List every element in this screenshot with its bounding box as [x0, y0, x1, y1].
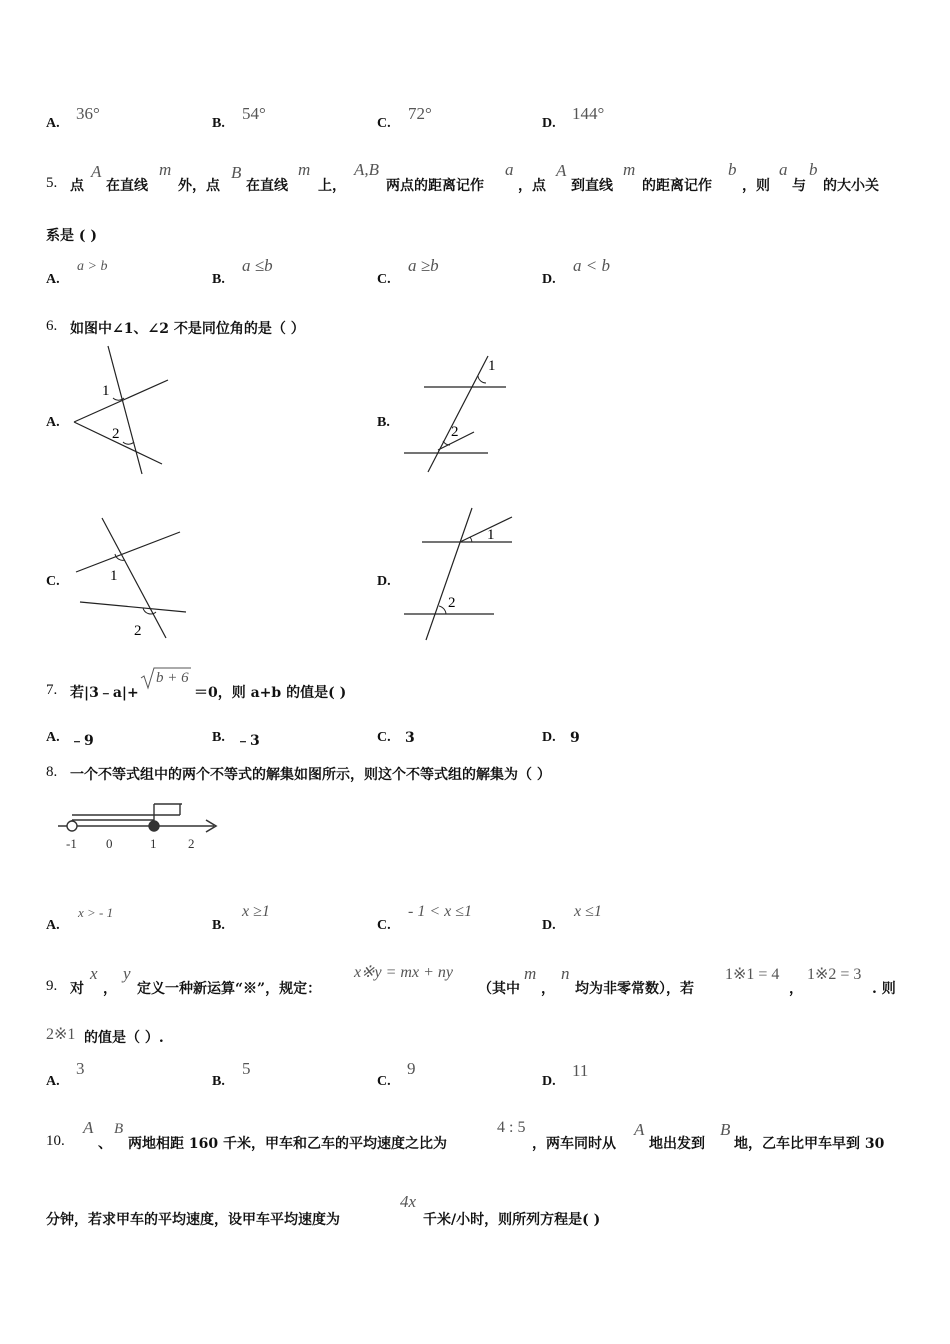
- tick-label: 0: [106, 836, 113, 851]
- q5-text: 外，点: [178, 178, 220, 194]
- q10-var: B: [720, 1120, 731, 1139]
- q10-text: 分钟，若求甲车的平均速度，设甲车平均速度为: [46, 1212, 340, 1228]
- q5-text: 上，: [318, 178, 346, 194]
- q9-option-b-value: 5: [242, 1059, 251, 1078]
- q6-option-c-label: C.: [46, 574, 60, 589]
- q7-option-c-value: 3: [405, 730, 415, 746]
- q5-text: 点: [70, 178, 84, 194]
- q6-a-angle2: 2: [112, 426, 120, 442]
- q9-text: 均为非零常数），若: [575, 981, 694, 997]
- q5-var: b: [809, 160, 818, 179]
- q5-line2: 系是 ( ): [46, 228, 97, 244]
- q5-option-b-value: a ≤b: [242, 256, 273, 275]
- q5-var: a: [779, 160, 788, 179]
- q5-option-d-label: D.: [542, 272, 556, 287]
- q10-text: 地，乙车比甲车早到 30: [734, 1136, 885, 1152]
- q9-text: ，: [103, 981, 117, 997]
- q9-var: m: [524, 964, 537, 983]
- q7-option-a-label: A.: [46, 730, 60, 745]
- q6-b-angle1: 1: [488, 358, 496, 374]
- q7-option-a-value: ﹣9: [70, 733, 94, 749]
- q6-a-angle1: 1: [102, 383, 110, 399]
- q8-option-b-value: x ≥1: [242, 903, 270, 920]
- q5-var: a: [505, 160, 514, 179]
- q7-option-b-value: ﹣3: [236, 733, 260, 749]
- tick-label: 2: [188, 836, 195, 851]
- q6-c-angle1: 1: [110, 568, 118, 584]
- q9-text: ，: [541, 981, 555, 997]
- q10-ratio: 4 : 5: [497, 1119, 526, 1136]
- q5-var: B: [231, 163, 242, 182]
- q9-formula: x※y = mx + ny: [354, 964, 453, 981]
- q5-option-b-label: B.: [212, 272, 225, 287]
- q9-option-d-label: D.: [542, 1074, 556, 1089]
- q9-var: x: [90, 964, 98, 983]
- q6-option-d-label: D.: [377, 574, 391, 589]
- q6-option-a-label: A.: [46, 415, 60, 430]
- q7-option-d-value: 9: [570, 730, 580, 746]
- q8-option-b-label: B.: [212, 918, 225, 933]
- q4-option-d-label: D.: [542, 116, 556, 131]
- q4-option-a-label: A.: [46, 116, 60, 131]
- q6-text: 如图中∠1、∠2 不是同位角的是（ ）: [70, 321, 305, 337]
- q9-option-c-value: 9: [407, 1059, 416, 1078]
- q5-text: 的距离记作: [642, 178, 712, 194]
- q5-text: 两点的距离记作: [386, 178, 484, 194]
- q5-option-c-value: a ≥b: [408, 256, 439, 275]
- q7-sqrt-content: b + 6: [156, 670, 189, 686]
- q8-option-a-value: x > - 1: [78, 905, 114, 920]
- q6-number: 6.: [46, 318, 58, 334]
- q9-text: ，: [789, 981, 803, 997]
- q7-text-1: 若|3﹣a|+: [70, 685, 139, 701]
- q9-var: n: [561, 964, 570, 983]
- q9-text: 对: [70, 981, 84, 997]
- q10-text: 两地相距 160 千米，甲车和乙车的平均速度之比为: [128, 1136, 447, 1152]
- q9-var: y: [123, 964, 131, 983]
- q6-d-angle2: 2: [448, 595, 456, 611]
- q6-figure-b: [400, 350, 512, 476]
- q5-text: 与: [792, 178, 806, 194]
- tick-label: 1: [150, 836, 157, 851]
- closed-point: [149, 821, 159, 831]
- q9-option-b-label: B.: [212, 1074, 225, 1089]
- q7-option-d-label: D.: [542, 730, 556, 745]
- q5-text: 在直线: [106, 178, 148, 194]
- open-point: [67, 821, 77, 831]
- q7-number: 7.: [46, 682, 58, 698]
- q9-formula: 1※1 = 4: [725, 966, 780, 983]
- q9-option-c-label: C.: [377, 1074, 391, 1089]
- q6-figure-d: [400, 504, 516, 644]
- q10-text: 千米/小时，则所列方程是( ): [423, 1212, 601, 1228]
- q5-var: A: [556, 161, 567, 180]
- q5-var: m: [623, 160, 636, 179]
- q9-option-d-value: 11: [572, 1061, 589, 1080]
- q8-option-c-value: - 1 < x ≤1: [408, 903, 473, 920]
- q10-var: B: [114, 1121, 124, 1137]
- q8-number: 8.: [46, 764, 58, 780]
- q5-text: ，则: [742, 178, 770, 194]
- q9-option-a-value: 3: [76, 1059, 85, 1078]
- q5-var: m: [298, 160, 311, 179]
- q5-text: ，点: [518, 178, 546, 194]
- q8-option-d-value: x ≤1: [574, 903, 602, 920]
- q9-text: 定义一种新运算“※”，规定：: [137, 981, 322, 997]
- q5-text: 在直线: [246, 178, 288, 194]
- q8-option-c-label: C.: [377, 918, 391, 933]
- q6-figure-c: [70, 512, 190, 642]
- q5-var: A,B: [354, 160, 380, 179]
- q10-number: 10.: [46, 1133, 65, 1149]
- q5-option-a-label: A.: [46, 272, 60, 287]
- q5-var: m: [159, 160, 172, 179]
- q4-option-a-value: 36°: [76, 104, 100, 123]
- q5-option-d-value: a < b: [573, 256, 610, 275]
- q4-option-d-value: 144°: [572, 104, 605, 123]
- q9-text: . 则: [872, 981, 896, 997]
- q6-d-angle1: 1: [487, 527, 495, 543]
- tick-label: -1: [66, 836, 77, 851]
- q7-text-2: ＝0，则 a+b 的值是( ): [194, 685, 347, 701]
- q10-text: ，两车同时从: [532, 1136, 616, 1152]
- q10-text: 地出发到: [649, 1136, 705, 1152]
- q8-option-a-label: A.: [46, 918, 60, 933]
- q9-option-a-label: A.: [46, 1074, 60, 1089]
- q5-number: 5.: [46, 175, 58, 191]
- q9-formula: 2※1: [46, 1026, 76, 1043]
- q5-option-c-label: C.: [377, 272, 391, 287]
- q4-option-c-value: 72°: [408, 104, 432, 123]
- q10-text: 、: [98, 1136, 112, 1152]
- number-line: [52, 798, 222, 854]
- q10-var: A: [83, 1118, 94, 1137]
- q5-text: 的大小关: [823, 178, 879, 194]
- q4-option-c-label: C.: [377, 116, 391, 131]
- q7-option-b-label: B.: [212, 730, 225, 745]
- q9-text: （其中: [478, 981, 520, 997]
- q9-text: 的值是（ ）.: [84, 1030, 164, 1046]
- q6-c-angle2: 2: [134, 623, 142, 639]
- q7-option-c-label: C.: [377, 730, 391, 745]
- q6-b-angle2: 2: [451, 424, 459, 440]
- q9-number: 9.: [46, 978, 58, 994]
- q9-formula: 1※2 = 3: [807, 966, 862, 983]
- q5-option-a-value: a > b: [77, 259, 108, 274]
- q10-var: A: [634, 1120, 645, 1139]
- q6-figure-a: [66, 340, 176, 476]
- q5-text: 到直线: [571, 178, 613, 194]
- q5-var: b: [728, 160, 737, 179]
- q5-var: A: [91, 162, 102, 181]
- q8-option-d-label: D.: [542, 918, 556, 933]
- q10-var: 4x: [400, 1192, 417, 1211]
- q4-option-b-label: B.: [212, 116, 225, 131]
- q6-option-b-label: B.: [377, 415, 390, 430]
- q8-text: 一个不等式组中的两个不等式的解集如图所示，则这个不等式组的解集为（ ）: [70, 767, 551, 783]
- q4-option-b-value: 54°: [242, 104, 266, 123]
